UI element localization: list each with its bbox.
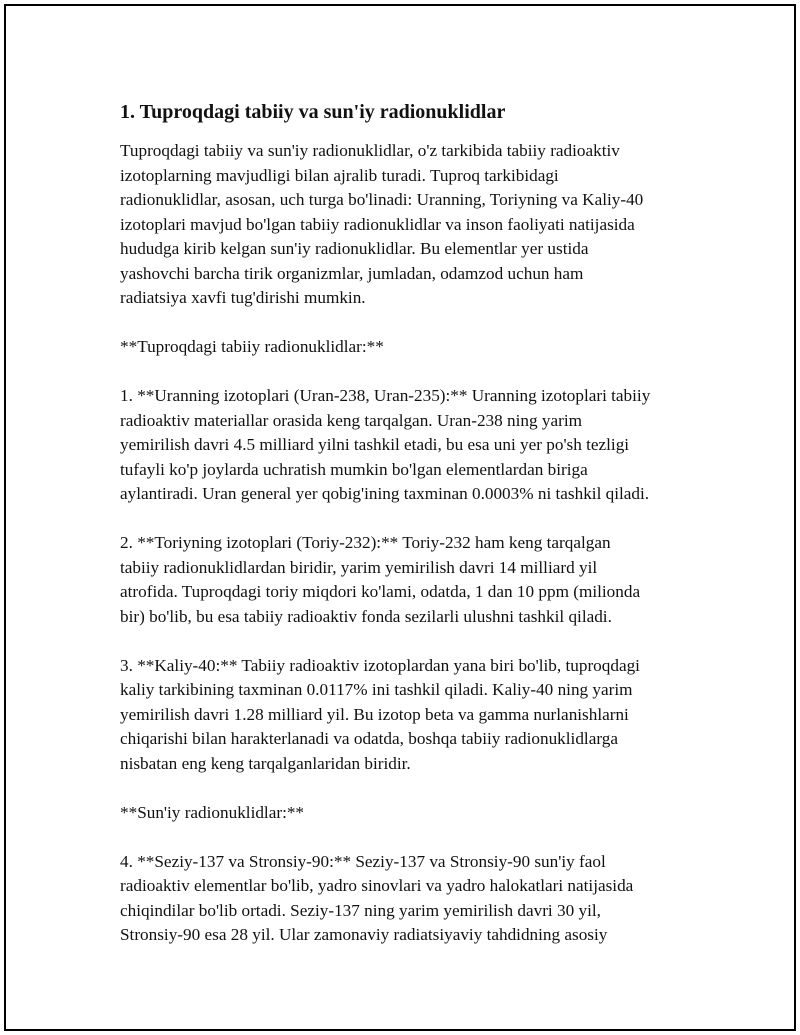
paragraph-line: tabiiy radionuklidlardan biridir, yarim yemirilish davri 14 milliard yil (120, 557, 598, 577)
paragraph-line: tufayli ko'p joylarda uchratish mumkin bo'lgan elementlardan biriga (120, 459, 588, 479)
natural-radionuclides-heading (120, 335, 710, 360)
paragraph-line: izotoplari mavjud bo'lgan tabiiy radionuklidlar va inson faoliyati natijasida (120, 214, 635, 234)
document-content (120, 98, 710, 972)
intro-paragraph (120, 139, 710, 311)
paragraph-line: radionuklidlar, asosan, uch turga bo'linadi: Uranning, Toriyning va Kaliy-40 (120, 190, 644, 209)
artificial-radionuclides-heading (120, 801, 710, 826)
paragraph-line: aylantiradi. Uran general yer qobig'ining taxminan 0.0003% ni tashkil qiladi. (120, 484, 650, 503)
paragraph-line: 4. **Seziy-137 va Stronsiy-90:** Seziy-137 va Stronsiy-90 sun'iy faol (120, 851, 606, 871)
paragraph-line: radioaktiv elementlar bo'lib, yadro sinovlari va yadro halokatlari natijasida (120, 876, 634, 895)
paragraph-line: nisbatan eng keng tarqalganlaridan biridir. (120, 753, 411, 773)
paragraph-line: chiqarishi bilan harakterlanadi va odatda, boshqa tabiiy radionuklidlarga (120, 729, 618, 748)
paragraph-line: chiqindilar bo'lib ortadi. Seziy-137 ning yarim yemirilish davri 30 yil, (120, 900, 601, 920)
potassium-paragraph (120, 654, 710, 777)
document-page (4, 4, 796, 1031)
paragraph-line: kaliy tarkibining taxminan 0.0117% ini tashkil qiladi. Kaliy-40 ning yarim (120, 680, 633, 699)
paragraph-line: 1. **Uranning izotoplari (Uran-238, Uran-235):** Uranning izotoplari tabiiy (120, 386, 651, 405)
paragraph-line: radiatsiya xavfi tug'dirishi mumkin. (120, 288, 366, 307)
paragraph-line: yemirilish davri 1.28 milliard yil. Bu izotop beta va gamma nurlanishlarni (120, 704, 629, 724)
section-title: 1. Tuproqdagi tabiiy va sun'iy radionuklidlar (120, 101, 506, 123)
paragraph-line: bir) bo'lib, bu esa tabiiy radioaktiv fonda sezilarli ulushni tashkil qiladi. (120, 606, 612, 626)
paragraph-line: 2. **Toriyning izotoplari (Toriy-232):** Toriy-232 ham keng tarqalgan (120, 533, 611, 552)
paragraph-line: atrofida. Tuproqdagi toriy miqdori ko'lami, odatda, 1 dan 10 ppm (milionda (120, 582, 641, 601)
thorium-paragraph (120, 531, 710, 629)
paragraph-line: izotoplarning mavjudligi bilan ajralib turadi. Tuproq tarkibidagi (120, 165, 559, 185)
paragraph-line: 3. **Kaliy-40:** Tabiiy radioaktiv izotoplardan yana biri bo'lib, tuproqdagi (120, 655, 640, 675)
paragraph-line: yashovchi barcha tirik organizmlar, jumladan, odamzod uchun ham (120, 263, 584, 283)
paragraph-line: **Tuproqdagi tabiiy radionuklidlar:** (120, 337, 384, 356)
uranium-paragraph (120, 384, 710, 507)
paragraph-line: Stronsiy-90 esa 28 yil. Ular zamonaviy radiatsiyaviy tahdidning asosiy (120, 925, 608, 944)
cesium-strontium-paragraph (120, 850, 710, 948)
paragraph-line: **Sun'iy radionuklidlar:** (120, 802, 305, 822)
paragraph-line: radioaktiv materiallar orasida keng tarqalgan. Uran-238 ning yarim (120, 410, 582, 430)
paragraph-line: Tuproqdagi tabiiy va sun'iy radionuklidlar, o'z tarkibida tabiiy radioaktiv (120, 141, 620, 160)
paragraph-line: hududga kirib kelgan sun'iy radionuklidlar. Bu elementlar yer ustida (120, 239, 589, 258)
paragraph-line: yemirilish davri 4.5 milliard yilni tashkil etadi, bu esa uni yer po'sh tezligi (120, 435, 630, 454)
